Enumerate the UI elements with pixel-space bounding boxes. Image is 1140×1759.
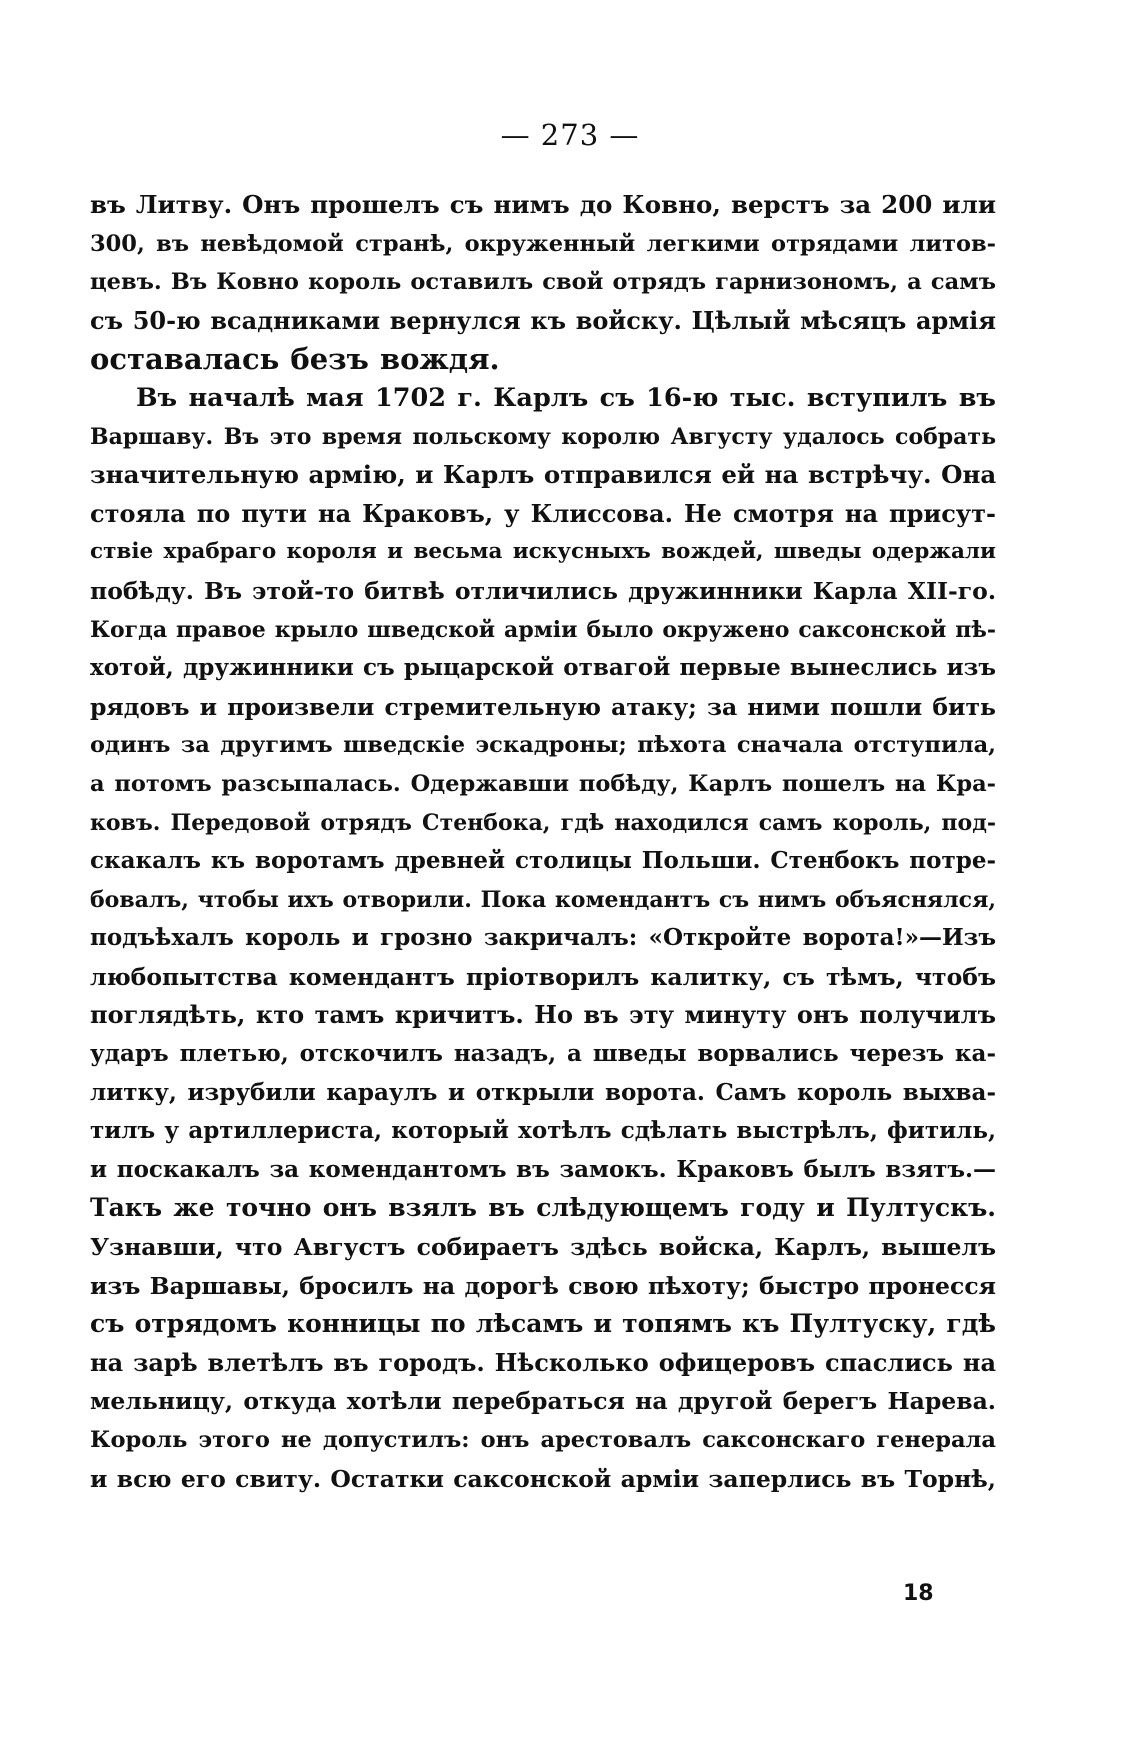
text-line: Варшаву. Въ это время польскому королю Августу удалось собрать — [90, 423, 996, 450]
text-line: ствіе храбраго короля и весьма искусныхъ вождей, шведы одержали — [90, 539, 996, 565]
text-line: поглядѣть, кто тамъ кричитъ. Но въ эту минуту онъ получилъ — [90, 1000, 996, 1030]
text-line: съ отрядомъ конницы по лѣсамъ и топямъ къ Пултуску, гдѣ — [90, 1309, 996, 1339]
text-line: бовалъ, чтобы ихъ отворили. Пока комендантъ съ нимъ объяснялся, — [90, 886, 996, 913]
text-line: тилъ у артиллериста, который хотѣлъ сдѣлать выстрѣлъ, фитиль, — [90, 1117, 996, 1145]
text-line: въ Литву. Онъ прошелъ съ нимъ до Ковно, верстъ за 200 или — [90, 190, 996, 219]
text-line: Въ началѣ мая 1702 г. Карлъ съ 16-ю тыс. вступилъ въ — [136, 382, 996, 413]
text-line: 300, въ невѣдомой странѣ, окруженный легкими отрядами литов- — [90, 230, 996, 257]
text-line: рядовъ и произвели стремительную атаку; за ними пошли бить — [90, 692, 996, 721]
text-line: побѣду. Въ этой-то битвѣ отличились дружинники Карла XII-го. — [90, 576, 996, 605]
text-line: и всю его свиту. Остатки саксонской арміи заперлись въ Торнѣ, — [90, 1464, 996, 1493]
text-line: Такъ же точно онъ взялъ въ слѣдующемъ году и Пултускъ. — [90, 1193, 996, 1223]
text-line: Король этого не допустилъ: онъ арестовалъ саксонскаго генерала — [90, 1427, 996, 1453]
text-line: и поскакалъ за комендантомъ въ замокъ. Краковъ былъ взятъ.— — [90, 1155, 996, 1183]
text-line: ударъ плетью, отскочилъ назадъ, а шведы ворвались черезъ ка- — [90, 1040, 996, 1068]
text-line: литку, изрубили караулъ и открыли ворота. Самъ король выхва- — [90, 1078, 996, 1106]
text-line: Когда правое крыло шведской арміи было окружено саксонской пѣ- — [90, 616, 996, 643]
text-line: на зарѣ влетѣлъ въ городъ. Нѣсколько офицеровъ спаслись на — [90, 1347, 996, 1377]
text-line: подъѣхалъ король и грозно закричалъ: «Откройте ворота!»—Изъ — [90, 924, 996, 952]
text-line: а потомъ разсыпалась. Одержавши побѣду, Карлъ пошелъ на Кра- — [90, 770, 996, 797]
text-line: ковъ. Передовой отрядъ Стенбока, гдѣ находился самъ король, под- — [90, 809, 996, 836]
text-line: мельницу, откуда хотѣли перебраться на другой берегъ Нарева. — [90, 1387, 996, 1416]
signature-mark: 18 — [903, 1581, 934, 1606]
text-line: Узнавши, что Августъ собираетъ здѣсь войска, Карлъ, вышелъ — [90, 1233, 996, 1262]
text-line: любопытства комендантъ пріотворилъ калитку, съ тѣмъ, чтобъ — [90, 962, 996, 991]
text-line: стояла по пути на Краковъ, у Клиссова. Не смотря на присут- — [90, 498, 996, 528]
text-line: значительную армію, и Карлъ отправился ей на встрѣчу. Она — [90, 460, 997, 490]
page-number: — 273 — — [500, 118, 640, 152]
text-line: изъ Варшавы, бросилъ на дорогѣ свою пѣхоту; быстро пронесся — [90, 1271, 996, 1300]
text-line: скакалъ къ воротамъ древней столицы Польши. Стенбокъ потре- — [90, 847, 996, 875]
text-line: съ 50-ю всадниками вернулся къ войску. Цѣлый мѣсяцъ армія — [90, 305, 996, 335]
text-line: хотой, дружинники съ рыцарской отвагой первые вынеслись изъ — [90, 654, 996, 682]
text-line: цевъ. Въ Ковно король оставилъ свой отрядъ гарнизономъ, а самъ — [90, 269, 996, 296]
text-line: одинъ за другимъ шведскіе эскадроны; пѣхота сначала отступила, — [90, 732, 996, 759]
body-text — [90, 186, 996, 1498]
text-line: оставалась безъ вождя. — [90, 342, 500, 377]
